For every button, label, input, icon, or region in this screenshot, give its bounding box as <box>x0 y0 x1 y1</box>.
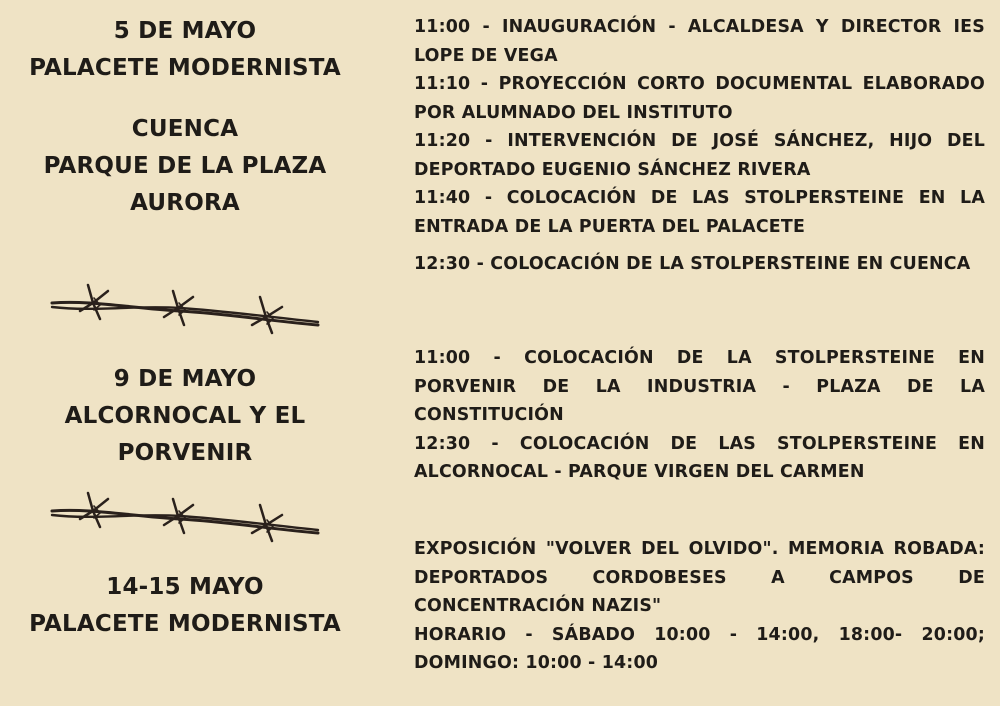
barbed-wire-icon <box>50 489 320 549</box>
event-place: PALACETE MODERNISTA <box>29 55 341 81</box>
event-place-line: PARQUE DE LA PLAZA <box>43 153 327 179</box>
event-may9-heading <box>0 361 370 472</box>
schedule-item: 12:30 - COLOCACIÓN DE LAS STOLPERSTEINE EN ALCORNOCAL - PARQUE VIRGEN DEL CARMEN <box>414 433 985 482</box>
exhibition-title: EXPOSICIÓN "VOLVER DEL OLVIDO". MEMORIA ROBADA: DEPORTADOS CORDOBESES A CAMPOS DE CONCENTRACIÓN NAZIS" <box>414 539 985 616</box>
exhibition-hours: HORARIO - SÁBADO 10:00 - 14:00, 18:00- 20:00; DOMINGO: 10:00 - 14:00 <box>414 624 985 673</box>
schedule-item: 11:00 - INAUGURACIÓN - ALCALDESA Y DIRECTOR IES LOPE DE VEGA <box>414 17 985 66</box>
schedule-item: 11:10 - PROYECCIÓN CORTO DOCUMENTAL ELABORADO POR ALUMNADO DEL INSTITUTO <box>414 74 985 123</box>
schedule-may9 <box>414 344 985 487</box>
event-place-line: PORVENIR <box>117 440 253 466</box>
schedule-item: 11:00 - COLOCACIÓN DE LA STOLPERSTEINE EN PORVENIR DE LA INDUSTRIA - PLAZA DE LA CONSTITUCIÓN <box>414 348 985 425</box>
event-may14-heading <box>0 569 370 643</box>
schedule-item: 12:30 - COLOCACIÓN DE LA STOLPERSTEINE EN CUENCA <box>414 254 971 274</box>
event-place-line: CUENCA <box>131 116 239 142</box>
event-place-line: ALCORNOCAL Y EL <box>64 403 306 429</box>
event-may5-heading <box>0 13 370 87</box>
event-cuenca-heading <box>0 111 370 222</box>
event-place: PALACETE MODERNISTA <box>29 611 341 637</box>
schedule-item: 11:20 - INTERVENCIÓN DE JOSÉ SÁNCHEZ, HIJO DEL DEPORTADO EUGENIO SÁNCHEZ RIVERA <box>414 131 985 180</box>
event-date: 5 DE MAYO <box>113 18 257 44</box>
event-date: 9 DE MAYO <box>113 366 257 392</box>
exhibition-info <box>414 535 985 678</box>
event-place-line: AURORA <box>130 190 240 216</box>
barbed-wire-icon <box>50 281 320 341</box>
schedule-may5 <box>414 13 985 279</box>
schedule-item: 11:40 - COLOCACIÓN DE LAS STOLPERSTEINE EN LA ENTRADA DE LA PUERTA DEL PALACETE <box>414 188 985 237</box>
event-date: 14-15 MAYO <box>106 574 264 600</box>
